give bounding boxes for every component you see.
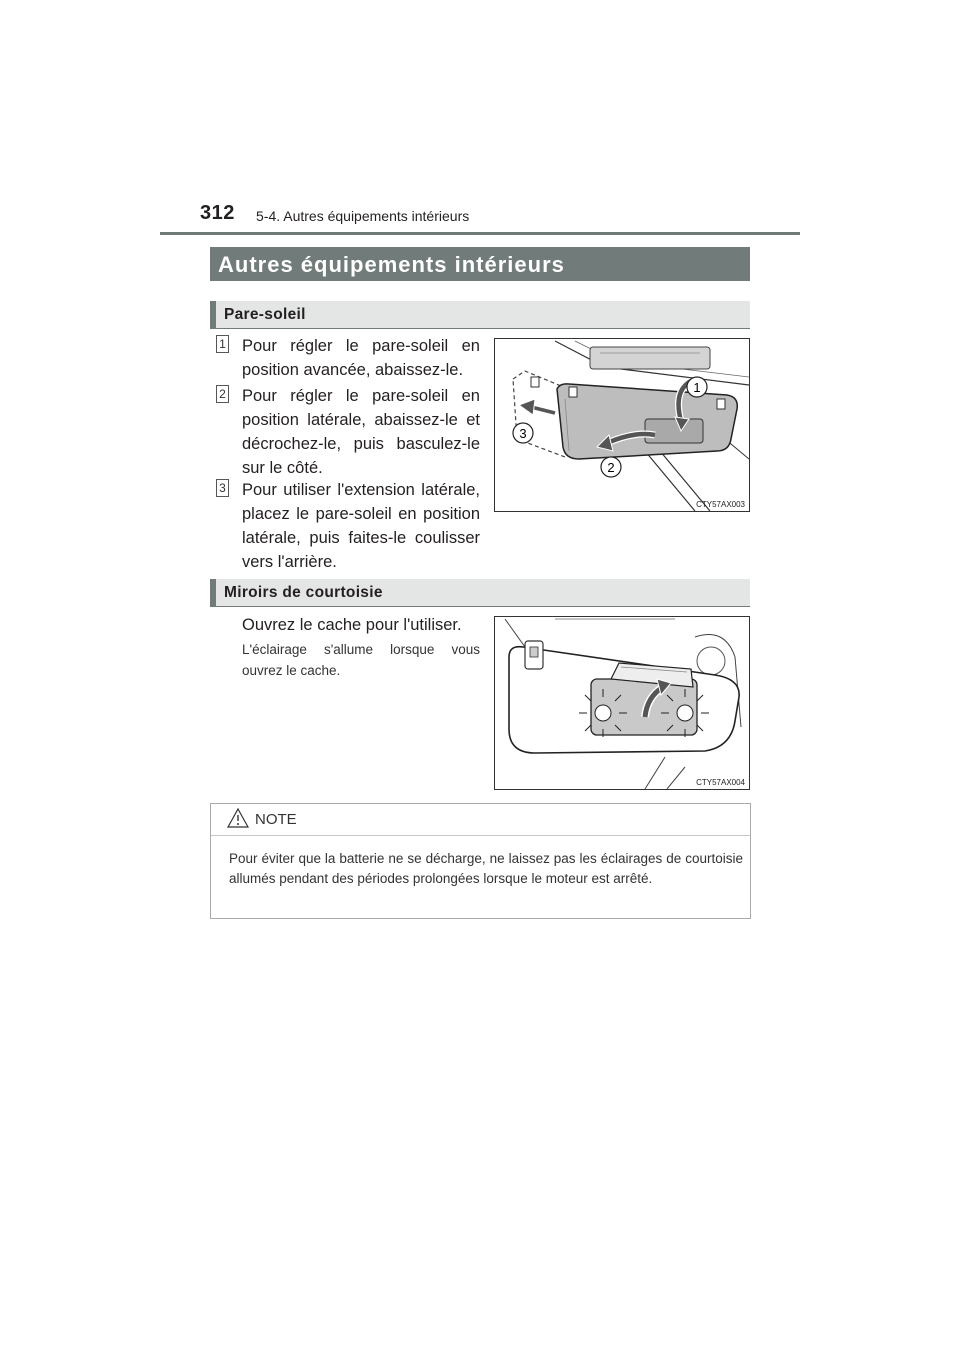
step-number: 1 bbox=[216, 335, 229, 353]
sunvisor-step-2 bbox=[216, 384, 480, 480]
step-text: Pour régler le pare-soleil en position latérale, abaissez-le et décrochez-le, puis basculez-le sur le côté. bbox=[242, 387, 480, 477]
step-text: Pour utiliser l'extension latérale, placez le pare-soleil en position latérale, puis faites-le coulisser vers l'arrière. bbox=[242, 481, 480, 571]
vanity-mirror-illustration bbox=[494, 616, 750, 790]
figure-code: CTY57AX003 bbox=[696, 500, 745, 509]
callout-2: 2 bbox=[607, 460, 615, 475]
page-number: 312 bbox=[200, 202, 235, 224]
callout-1: 1 bbox=[693, 380, 701, 395]
figure-code: CTY57AX004 bbox=[696, 778, 745, 787]
mirror-light-note: L'éclairage s'allume lorsque vous ouvrez le cache. bbox=[242, 642, 480, 678]
callout-3: 3 bbox=[519, 426, 527, 441]
mirror-instruction: Ouvrez le cache pour l'utiliser. bbox=[242, 616, 462, 634]
notice-label: NOTE bbox=[255, 811, 297, 828]
sunvisor-step-1 bbox=[216, 334, 480, 382]
sunvisor-drawing bbox=[495, 339, 749, 511]
notice-text: Pour éviter que la batterie ne se décharge, ne laissez pas les éclairages de courtoisie allumés pendant des périodes prolongées lorsque le moteur est arrêté. bbox=[229, 851, 743, 886]
sunvisor-illustration bbox=[494, 338, 750, 512]
notice-box bbox=[210, 803, 751, 919]
running-header: 5-4. Autres équipements intérieurs bbox=[256, 208, 470, 224]
step-text: Pour régler le pare-soleil en position avancée, abaissez-le. bbox=[242, 337, 480, 379]
subsection-title-mirrors: Miroirs de courtoisie bbox=[210, 579, 750, 607]
warning-triangle-icon bbox=[227, 808, 249, 828]
step-number: 3 bbox=[216, 479, 229, 497]
notice-header bbox=[211, 804, 750, 836]
subsection-title-sunvisor: Pare-soleil bbox=[210, 301, 750, 329]
sunvisor-step-3 bbox=[216, 478, 480, 574]
step-number: 2 bbox=[216, 385, 229, 403]
vanity-mirror-drawing bbox=[495, 617, 749, 789]
header-rule bbox=[160, 232, 800, 235]
section-title: Autres équipements intérieurs bbox=[210, 247, 750, 281]
